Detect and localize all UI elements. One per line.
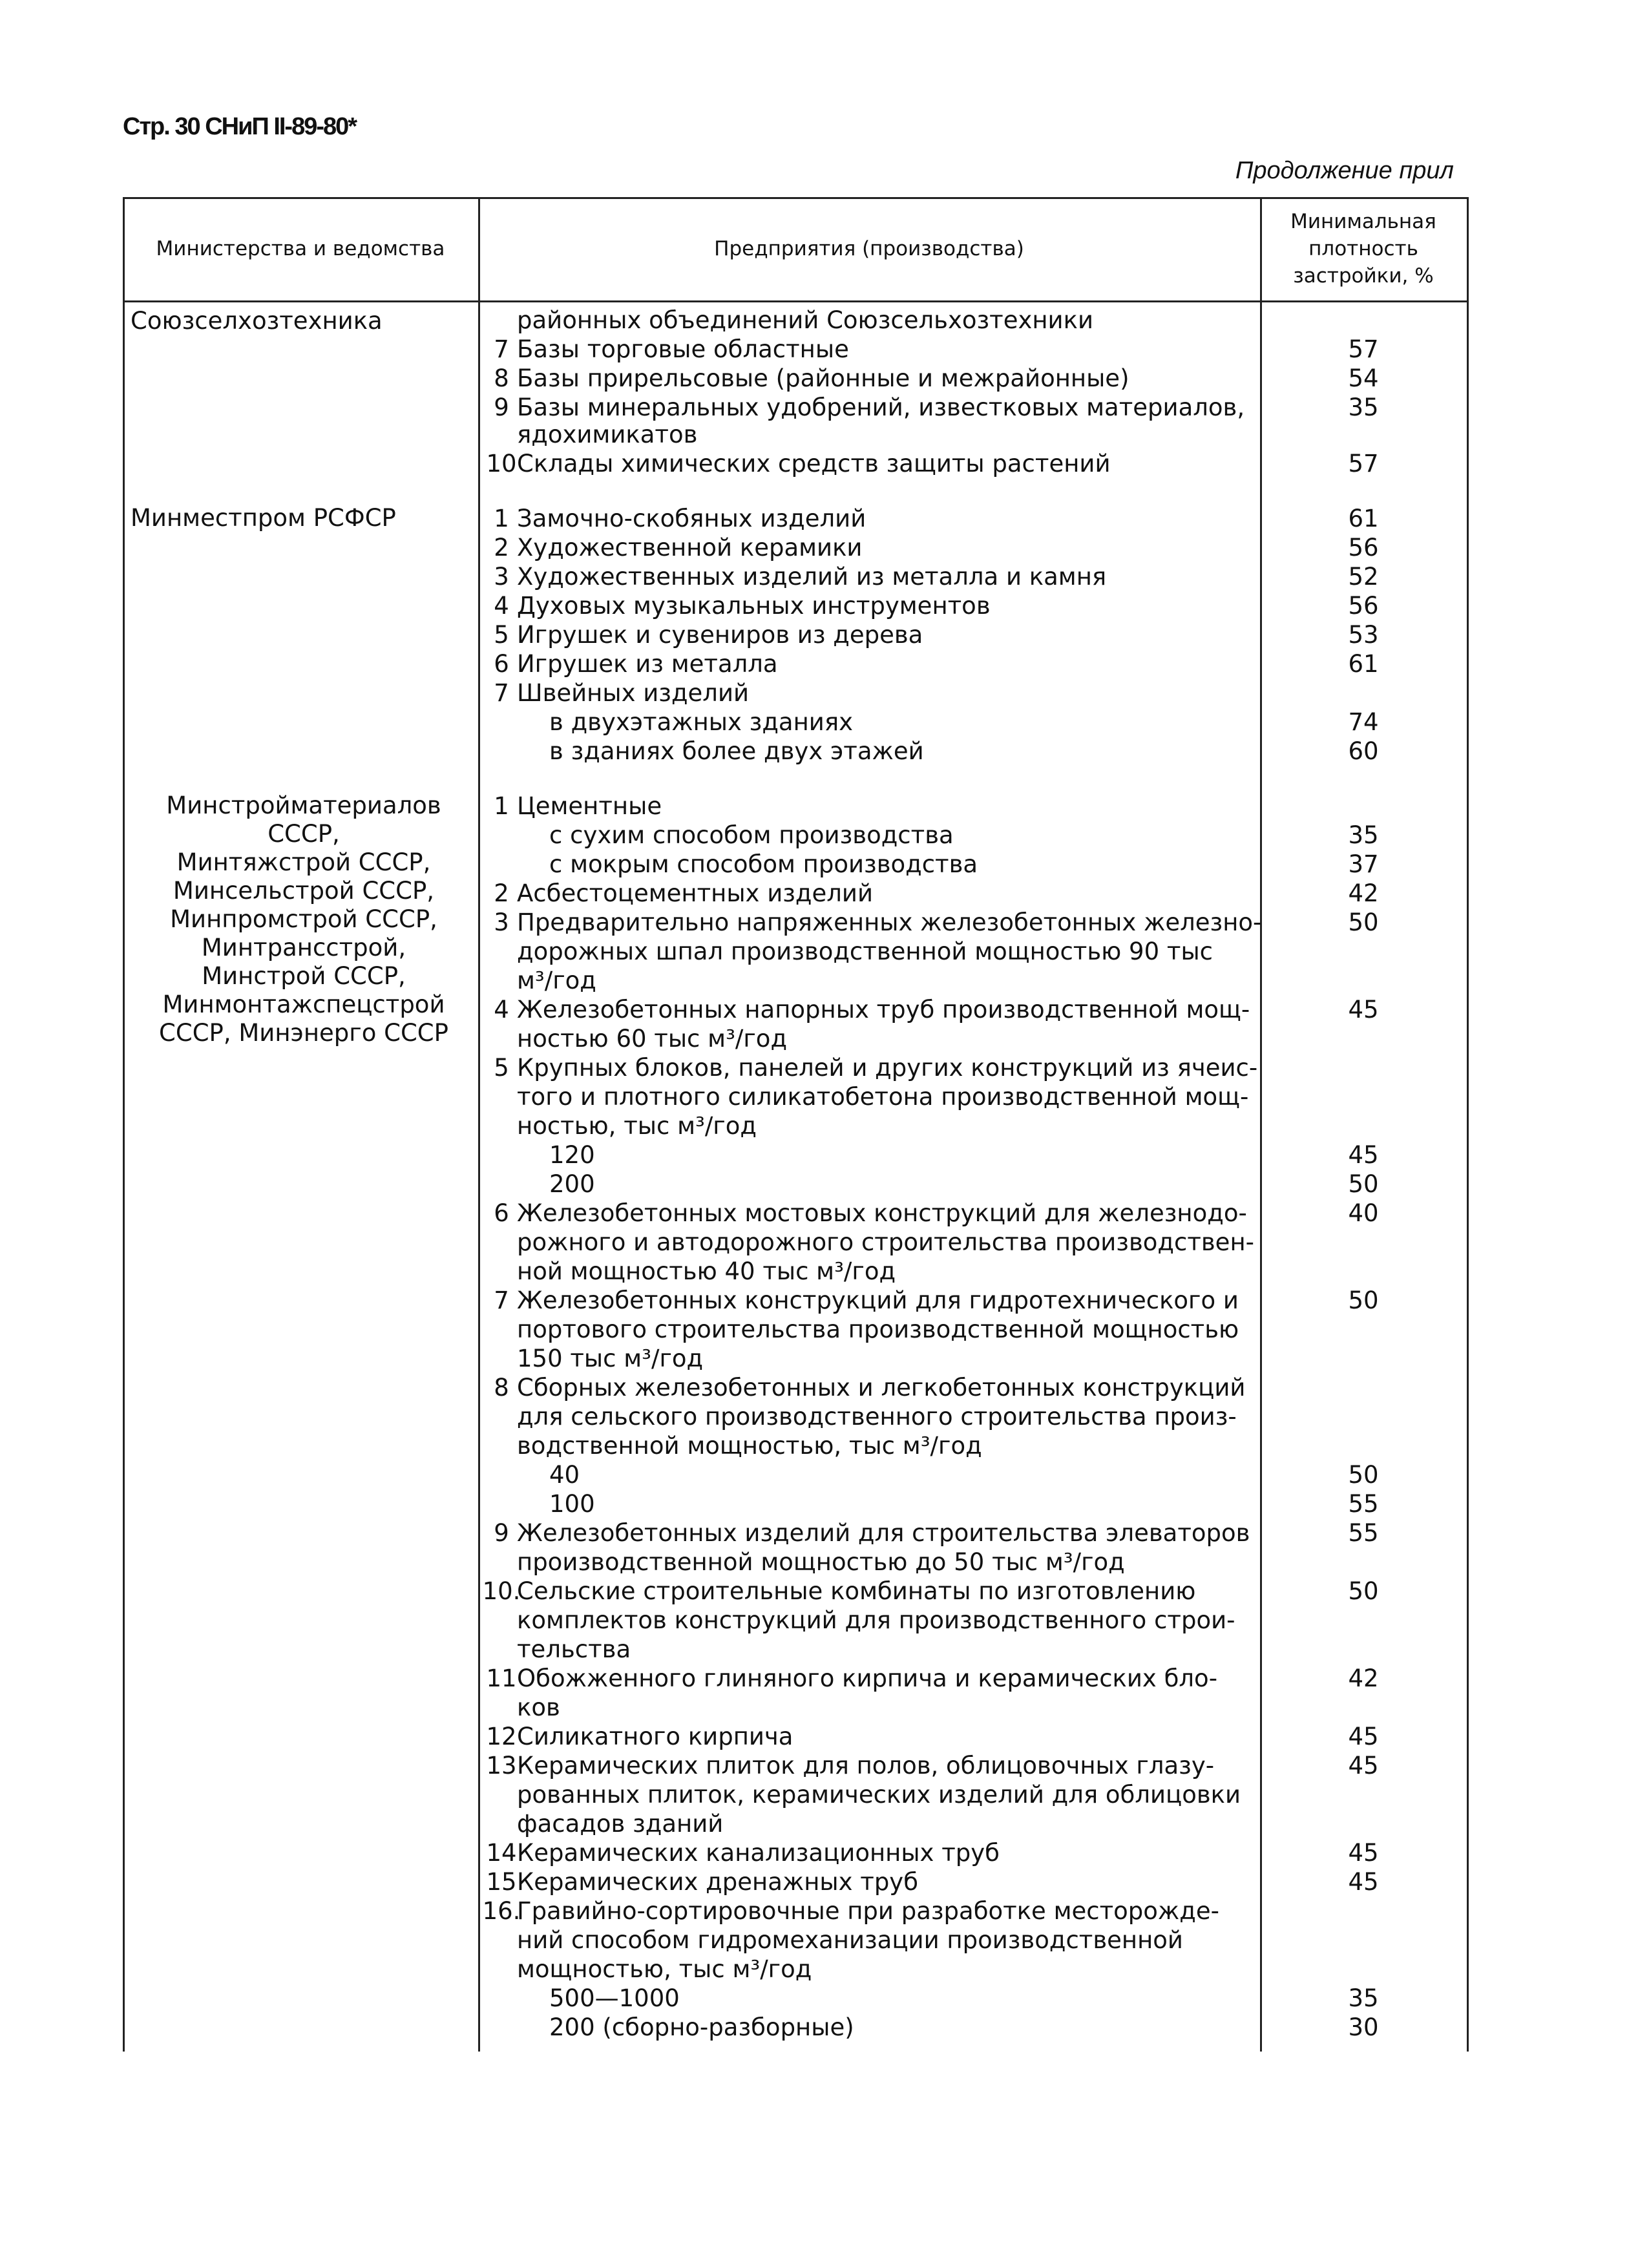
- row-number: 9: [494, 394, 509, 421]
- table-row: [123, 1082, 1467, 1112]
- density-table: [123, 197, 1468, 2052]
- table-row: [123, 1896, 1467, 1926]
- row-description: Духовых музыкальных инструментов: [517, 592, 991, 620]
- row-description: Сельские строительные комбинаты по изготовлению: [517, 1577, 1196, 1605]
- table-row: [123, 678, 1467, 708]
- row-description: портового строительства производственной мощностью: [517, 1316, 1239, 1343]
- row-description: Сборных железобетонных и легкобетонных конструкций: [517, 1374, 1246, 1402]
- row-description: в двухэтажных зданиях: [549, 708, 853, 736]
- row-density-value: 45: [1348, 1839, 1379, 1867]
- row-description: для сельского производственного строительства произ-: [517, 1403, 1237, 1431]
- row-density-value: 56: [1348, 592, 1379, 620]
- table-row: [123, 908, 1467, 938]
- row-description: ностью, тыс м³/год: [517, 1112, 757, 1140]
- row-description: водственной мощностью, тыс м³/год: [517, 1432, 982, 1460]
- row-density-value: 40: [1348, 1199, 1379, 1227]
- row-density-value: 54: [1348, 364, 1379, 392]
- row-description: рованных плиток, керамических изделий для облицовки: [517, 1781, 1241, 1809]
- row-description: Керамических дренажных труб: [517, 1868, 919, 1896]
- table-row: [123, 708, 1467, 737]
- row-number: 9: [494, 1519, 509, 1547]
- row-density-value: 57: [1348, 335, 1379, 363]
- row-number: 4: [494, 592, 509, 620]
- row-number: 16.: [482, 1897, 521, 1925]
- row-description: ков: [517, 1694, 560, 1721]
- table-row: [123, 1315, 1467, 1345]
- table-row: [123, 649, 1467, 679]
- row-density-value: 53: [1348, 621, 1379, 649]
- row-density-value: 50: [1348, 908, 1379, 936]
- ministry-line: Минстрой СССР,: [202, 962, 406, 990]
- table-row: [123, 1024, 1467, 1054]
- table-row: [123, 1809, 1467, 1839]
- header-ministries: Министерства и ведомства: [156, 237, 445, 260]
- table-row: [123, 1693, 1467, 1723]
- row-density-value: 52: [1348, 563, 1379, 591]
- row-number: 15: [486, 1868, 517, 1896]
- table-row: [123, 1635, 1467, 1664]
- table-row: [123, 1344, 1467, 1374]
- table-row: [123, 393, 1467, 423]
- table-row: [123, 737, 1467, 766]
- row-density-value: 45: [1348, 996, 1379, 1024]
- table-row: [123, 533, 1467, 563]
- table-row: [123, 850, 1467, 879]
- table-row: [123, 1955, 1467, 1984]
- header-density: [1260, 197, 1467, 300]
- table-row: [123, 1838, 1467, 1868]
- table-row: [123, 1780, 1467, 1810]
- row-number: 3: [494, 563, 509, 591]
- row-density-value: 35: [1348, 1984, 1379, 2012]
- row-number: 2: [494, 879, 509, 907]
- ministry-line: Минстройматериалов: [166, 792, 441, 819]
- row-description: ностью 60 тыс м³/год: [517, 1025, 788, 1053]
- row-description: 200: [549, 1170, 595, 1198]
- row-description: Базы торговые областные: [517, 335, 849, 363]
- row-density-value: 45: [1348, 1752, 1379, 1780]
- table-row: [123, 335, 1467, 364]
- row-number: 3: [494, 908, 509, 936]
- row-density-value: 55: [1348, 1490, 1379, 1518]
- row-description: 150 тыс м³/год: [517, 1345, 704, 1372]
- row-density-value: 50: [1348, 1577, 1379, 1605]
- table-row: [123, 1518, 1467, 1548]
- row-description: Керамических канализационных труб: [517, 1839, 1000, 1867]
- table-row: [123, 1431, 1467, 1461]
- row-density-value: 35: [1348, 821, 1379, 849]
- table-row: [123, 562, 1467, 592]
- row-description: Железобетонных напорных труб производственной мощ-: [517, 996, 1250, 1024]
- table-row: [123, 591, 1467, 621]
- row-description: Силикатного кирпича: [517, 1723, 793, 1750]
- table-right-border: [1467, 197, 1469, 2052]
- row-density-value: 56: [1348, 534, 1379, 562]
- row-density-value: 55: [1348, 1519, 1379, 1547]
- table-row: [123, 1548, 1467, 1577]
- table-row: [123, 792, 1467, 821]
- row-density-value: 45: [1348, 1141, 1379, 1169]
- row-description: в зданиях более двух этажей: [549, 737, 924, 765]
- table-row: [123, 995, 1467, 1025]
- ministry-line: Минмонтажспецстрой: [162, 991, 445, 1018]
- table-row: [123, 1199, 1467, 1228]
- row-description: Железобетонных мостовых конструкций для железнодо-: [517, 1199, 1247, 1227]
- row-description: того и плотного силикатобетона производственной мощ-: [517, 1083, 1249, 1111]
- row-description: Гравийно-сортировочные при разработке месторожде-: [517, 1897, 1219, 1925]
- table-row: [123, 1984, 1467, 2013]
- row-description: фасадов зданий: [517, 1810, 724, 1838]
- row-description: 100: [549, 1490, 595, 1518]
- row-density-value: 61: [1348, 505, 1379, 532]
- page-header: Стр. 30 СНиП II-89-80*: [123, 113, 357, 140]
- ministry-line: СССР,: [268, 820, 340, 848]
- row-description: районных объединений Союзсельхозтехники: [517, 306, 1093, 334]
- table-row: [123, 1489, 1467, 1519]
- row-density-value: 50: [1348, 1461, 1379, 1489]
- row-description: дорожных шпал производственной мощностью 90 тыс: [517, 938, 1213, 965]
- table-row: [123, 1867, 1467, 1897]
- row-description: ядохимикатов: [517, 421, 698, 448]
- table-row: [123, 821, 1467, 850]
- row-density-value: 74: [1348, 708, 1379, 736]
- table-row: [123, 449, 1467, 479]
- table-row: [123, 1460, 1467, 1490]
- row-number: 14: [486, 1839, 517, 1867]
- row-description: Цементные: [517, 792, 662, 820]
- ministry-line: Минтяжстрой СССР,: [176, 848, 431, 876]
- table-row: [123, 306, 1467, 335]
- row-description: ний способом гидромеханизации производственной: [517, 1926, 1183, 1954]
- row-description: Керамических плиток для полов, облицовочных глазу-: [517, 1752, 1215, 1780]
- row-density-value: 45: [1348, 1868, 1379, 1896]
- row-number: 8: [494, 1374, 509, 1402]
- ministry-soyuzselkhoztekhnika: Союзселхозтехника: [131, 307, 383, 335]
- table-row: [123, 1373, 1467, 1403]
- ministry-minmestprom: Минместпром РСФСР: [131, 504, 396, 532]
- row-density-value: 61: [1348, 650, 1379, 678]
- row-number: 7: [494, 335, 509, 363]
- row-number: 6: [494, 650, 509, 678]
- continuation-label: Продолжение прил: [1235, 157, 1454, 184]
- table-row: [123, 504, 1467, 534]
- table-row: [123, 1140, 1467, 1170]
- table-row: [123, 420, 1467, 450]
- table-row: [123, 1926, 1467, 1955]
- row-number: 1: [494, 792, 509, 820]
- ministry-line: Минпромстрой СССР,: [170, 905, 437, 933]
- table-row: [123, 2013, 1467, 2042]
- row-description: мощностью, тыс м³/год: [517, 1955, 812, 1983]
- row-number: 7: [494, 679, 509, 707]
- table-row: [123, 937, 1467, 967]
- row-description: Крупных блоков, панелей и других конструкций из ячеис-: [517, 1054, 1258, 1082]
- table-row: [123, 1053, 1467, 1083]
- row-number: 8: [494, 364, 509, 392]
- row-description: Художественных изделий из металла и камня: [517, 563, 1107, 591]
- row-number: 1: [494, 505, 509, 532]
- row-description: 40: [549, 1461, 580, 1489]
- table-row: [123, 1577, 1467, 1606]
- table-row: [123, 1751, 1467, 1781]
- table-row: [123, 1257, 1467, 1286]
- row-description: Швейных изделий: [517, 679, 750, 707]
- row-density-value: 57: [1348, 450, 1379, 478]
- row-description: с мокрым способом производства: [549, 850, 978, 878]
- row-number: 12: [486, 1723, 517, 1750]
- table-row: [123, 1606, 1467, 1635]
- row-number: 6: [494, 1199, 509, 1227]
- row-density-value: 50: [1348, 1170, 1379, 1198]
- table-row: [123, 1664, 1467, 1694]
- table-row: [123, 966, 1467, 996]
- row-description: Базы прирельсовые (районные и межрайонные): [517, 364, 1129, 392]
- row-description: ной мощностью 40 тыс м³/год: [517, 1257, 896, 1285]
- row-description: производственной мощностью до 50 тыс м³/год: [517, 1548, 1125, 1576]
- row-description: Асбестоцементных изделий: [517, 879, 874, 907]
- row-description: тельства: [517, 1635, 631, 1663]
- row-description: комплектов конструкций для производственного строи-: [517, 1606, 1235, 1634]
- table-row: [123, 1286, 1467, 1316]
- table-row: [123, 620, 1467, 650]
- row-number: 11: [486, 1664, 517, 1692]
- header-density-line: плотность: [1308, 237, 1418, 260]
- ministry-line: СССР, Минэнерго СССР: [159, 1019, 448, 1047]
- row-density-value: 35: [1348, 394, 1379, 421]
- row-density-value: 60: [1348, 737, 1379, 765]
- row-description: Художественной керамики: [517, 534, 863, 562]
- row-description: Игрушек из металла: [517, 650, 778, 678]
- row-description: с сухим способом производства: [549, 821, 954, 849]
- row-description: Замочно-скобяных изделий: [517, 505, 867, 532]
- table-row: [123, 879, 1467, 908]
- row-description: Обожженного глиняного кирпича и керамических бло-: [517, 1664, 1218, 1692]
- row-description: 120: [549, 1141, 595, 1169]
- header-enterprises: Предприятия (производства): [714, 237, 1024, 260]
- row-density-value: 42: [1348, 1664, 1379, 1692]
- row-description: Игрушек и сувениров из дерева: [517, 621, 923, 649]
- row-description: м³/год: [517, 967, 596, 994]
- row-number: 5: [494, 1054, 509, 1082]
- row-description: 500—1000: [549, 1984, 680, 2012]
- row-density-value: 37: [1348, 850, 1379, 878]
- row-number: 4: [494, 996, 509, 1024]
- row-description: Предварительно напряженных железобетонных железно-: [517, 908, 1262, 936]
- row-number: 2: [494, 534, 509, 562]
- table-row: [123, 364, 1467, 394]
- header-density-line: Минимальная: [1290, 210, 1436, 233]
- row-number: 5: [494, 621, 509, 649]
- table-row: [123, 1170, 1467, 1199]
- row-description: Базы минеральных удобрений, известковых материалов,: [517, 394, 1245, 421]
- row-number: 10: [486, 450, 517, 478]
- table-row: [123, 1402, 1467, 1432]
- row-density-value: 45: [1348, 1723, 1379, 1750]
- table-row: [123, 1111, 1467, 1141]
- row-density-value: 50: [1348, 1286, 1379, 1314]
- table-row: [123, 1722, 1467, 1752]
- row-description: Склады химических средств защиты растений: [517, 450, 1111, 478]
- row-number: 7: [494, 1286, 509, 1314]
- row-density-value: 30: [1348, 2013, 1379, 2041]
- ministry-line: Минтрансстрой,: [201, 934, 406, 961]
- row-description: Железобетонных конструкций для гидротехнического и: [517, 1286, 1239, 1314]
- row-description: 200 (сборно-разборные): [549, 2013, 854, 2041]
- ministry-line: Минсельстрой СССР,: [173, 877, 435, 905]
- row-number: 13: [486, 1752, 517, 1780]
- table-row: [123, 1228, 1467, 1257]
- row-description: рожного и автодорожного строительства производствен-: [517, 1228, 1254, 1256]
- row-description: Железобетонных изделий для строительства элеваторов: [517, 1519, 1250, 1547]
- row-number: 10.: [482, 1577, 521, 1605]
- row-density-value: 42: [1348, 879, 1379, 907]
- table-header-border: [123, 300, 1468, 302]
- header-density-line: застройки, %: [1293, 264, 1434, 288]
